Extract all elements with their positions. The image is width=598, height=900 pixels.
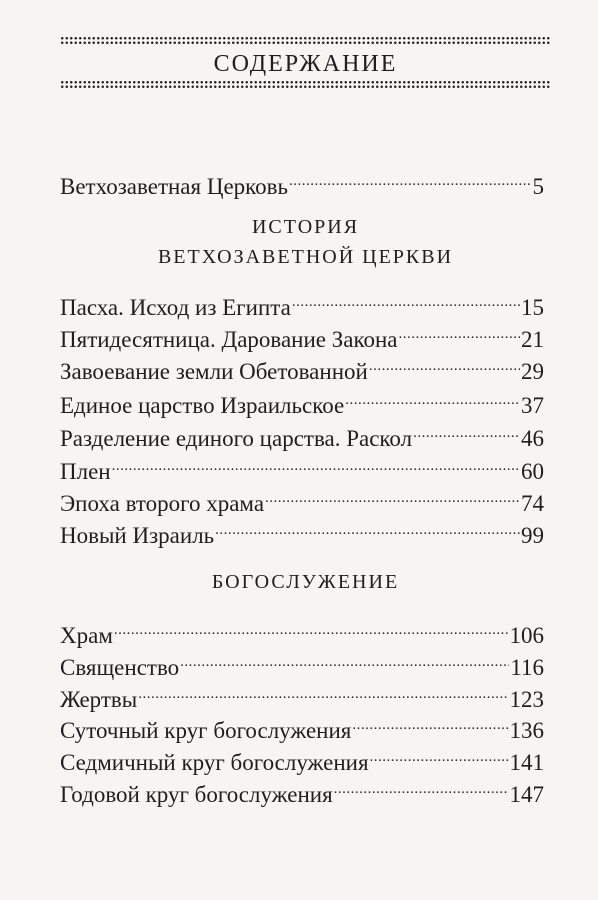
dot-leader xyxy=(399,317,521,347)
toc-entry-page: 21 xyxy=(521,327,544,352)
toc-entry-title: Единое царство Израильское xyxy=(60,393,345,418)
toc-entry-page: 46 xyxy=(521,426,544,451)
dot-leader xyxy=(114,613,509,643)
toc-entry-page: 116 xyxy=(510,655,544,680)
section-title-history-line1: ИСТОРИЯ xyxy=(251,216,360,238)
toc-entry-title: Разделение единого царства. Раскол xyxy=(60,426,413,451)
toc-entry-title: Жертвы xyxy=(60,687,138,712)
toc-entry-intro xyxy=(60,164,544,199)
toc-entry xyxy=(60,677,544,712)
toc-entry xyxy=(60,416,544,451)
toc-entry xyxy=(60,708,544,743)
dot-leader xyxy=(112,449,520,479)
toc-entry-title: Пасха. Исход из Египта xyxy=(60,295,291,320)
toc-entry-title: Новый Израиль xyxy=(60,523,215,548)
toc-entry-title: Седмичный круг богослужения xyxy=(60,750,369,775)
toc-entry xyxy=(60,449,544,484)
dot-leader xyxy=(370,740,509,770)
toc-entry xyxy=(60,772,544,807)
top-ornament-border xyxy=(60,36,551,45)
toc-entry xyxy=(60,481,544,516)
toc-entry-page: 37 xyxy=(521,393,544,418)
toc-entry-page: 60 xyxy=(521,459,544,484)
toc-entry xyxy=(60,645,544,680)
toc-entry-page: 123 xyxy=(509,687,544,712)
dot-leader xyxy=(180,645,509,675)
dot-leader xyxy=(289,164,531,194)
section-title-worship: БОГОСЛУЖЕНИЕ xyxy=(211,571,400,593)
bottom-ornament-border xyxy=(60,80,551,89)
toc-entry-title: Завоевание земли Обетованной xyxy=(60,359,368,384)
toc-entry xyxy=(60,285,544,320)
toc-entry-title: Пятидесятница. Дарование Закона xyxy=(60,327,398,352)
toc-entry-page: 74 xyxy=(521,491,544,516)
toc-entry-page: 106 xyxy=(509,623,544,648)
toc-entry-page: 99 xyxy=(521,523,544,548)
dot-leader xyxy=(215,513,520,543)
dot-leader xyxy=(334,772,509,802)
toc-entry-title: Суточный круг богослужения xyxy=(60,718,352,743)
toc-entry-title: Плен xyxy=(60,459,111,484)
toc-entry-title: Храм xyxy=(60,623,113,648)
toc-entry-page: 136 xyxy=(509,718,544,743)
toc-entry-page: 15 xyxy=(521,295,544,320)
toc-entry xyxy=(60,613,544,648)
dot-leader xyxy=(265,481,520,511)
toc-entry-page: 141 xyxy=(509,750,544,775)
toc-entry-title: Священство xyxy=(60,655,180,680)
section-title-history-line2: ВЕТХОЗАВЕТНОЙ ЦЕРКВИ xyxy=(157,246,454,268)
toc-entry xyxy=(60,317,544,352)
toc-entry-title: Ветхозаветная Церковь xyxy=(60,174,289,199)
dot-leader xyxy=(138,677,508,707)
toc-entry xyxy=(60,513,544,548)
toc-entry xyxy=(60,349,544,384)
dot-leader xyxy=(345,383,520,413)
dot-leader xyxy=(369,349,520,379)
dot-leader xyxy=(352,708,508,738)
toc-entry-page: 5 xyxy=(532,174,544,199)
page-title: СОДЕРЖАНИЕ xyxy=(213,51,398,77)
dot-leader xyxy=(292,285,520,315)
toc-entry xyxy=(60,383,544,418)
toc-entry-title: Годовой круг богослужения xyxy=(60,782,333,807)
toc-entry-page: 147 xyxy=(509,782,544,807)
toc-entry-title: Эпоха второго храма xyxy=(60,491,265,516)
toc-entry-page: 29 xyxy=(521,359,544,384)
toc-entry xyxy=(60,740,544,775)
dot-leader xyxy=(413,416,520,446)
